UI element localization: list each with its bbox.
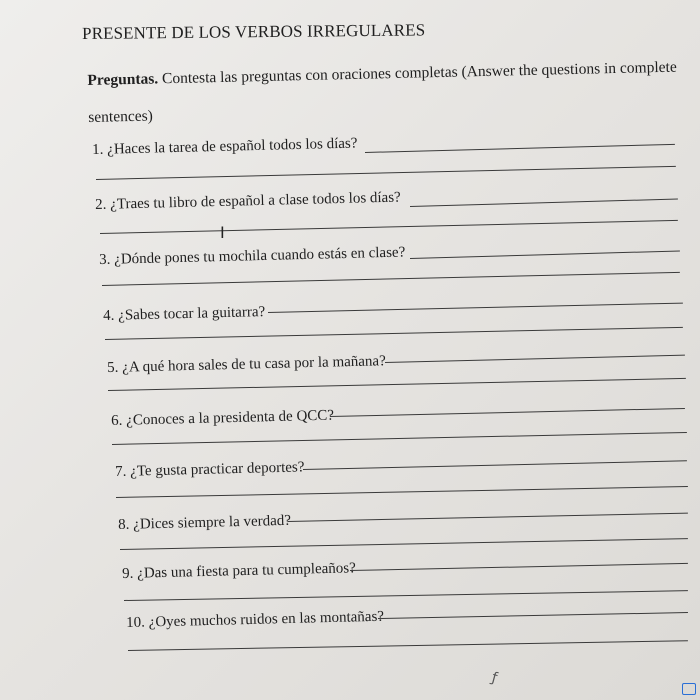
question-3: 3. ¿Dónde pones tu mochila cuando estás en clase?: [99, 244, 406, 268]
question-5: 5. ¿A qué hora sales de tu casa por la mañana?: [107, 353, 386, 376]
answer-line-8a[interactable]: [288, 513, 688, 522]
text-cursor-icon: I: [220, 223, 225, 242]
instructions-text: Contesta las preguntas con oraciones completas (Answer the questions in complete sentences): [88, 58, 677, 126]
answer-line-2a[interactable]: [410, 199, 678, 207]
answer-line-10b[interactable]: [128, 640, 688, 651]
instructions: [87, 48, 689, 136]
question-9: 9. ¿Das una fiesta para tu cumpleaños?: [122, 560, 356, 582]
pencil-mark-icon: ƒ: [490, 669, 499, 687]
answer-line-6b[interactable]: [112, 432, 687, 445]
answer-line-7a[interactable]: [303, 460, 687, 470]
answer-line-6a[interactable]: [330, 408, 685, 417]
answer-line-8b[interactable]: [120, 538, 688, 550]
answer-line-5a[interactable]: [385, 355, 685, 363]
answer-line-3a[interactable]: [410, 250, 680, 259]
question-6: 6. ¿Conoces a la presidenta de QCC?: [111, 407, 335, 429]
answer-line-1b[interactable]: [96, 166, 676, 180]
window-icon[interactable]: [682, 683, 696, 695]
answer-line-1a[interactable]: [365, 144, 675, 153]
question-7: 7. ¿Te gusta practicar deportes?: [115, 459, 305, 480]
question-4: 4. ¿Sabes tocar la guitarra?: [103, 304, 266, 324]
answer-line-7b[interactable]: [116, 486, 688, 498]
answer-line-4a[interactable]: [268, 303, 683, 313]
question-2: 2. ¿Traes tu libro de español a clase todos los días?: [95, 189, 401, 213]
answer-line-10a[interactable]: [378, 612, 688, 619]
answer-line-5b[interactable]: [108, 378, 686, 391]
answer-line-9b[interactable]: [124, 590, 688, 601]
answer-line-9a[interactable]: [350, 563, 688, 571]
question-10: 10. ¿Oyes muchos ruidos en las montañas?: [126, 608, 385, 631]
worksheet-title: PRESENTE DE LOS VERBOS IRREGULARES: [82, 20, 426, 43]
answer-line-3b[interactable]: [102, 272, 680, 286]
question-1: 1. ¿Haces la tarea de español todos los días?: [92, 135, 358, 158]
answer-line-2b[interactable]: [100, 220, 678, 234]
question-8: 8. ¿Dices siempre la verdad?: [118, 512, 292, 533]
instructions-label: Preguntas.: [87, 70, 159, 89]
answer-line-4b[interactable]: [105, 327, 683, 340]
